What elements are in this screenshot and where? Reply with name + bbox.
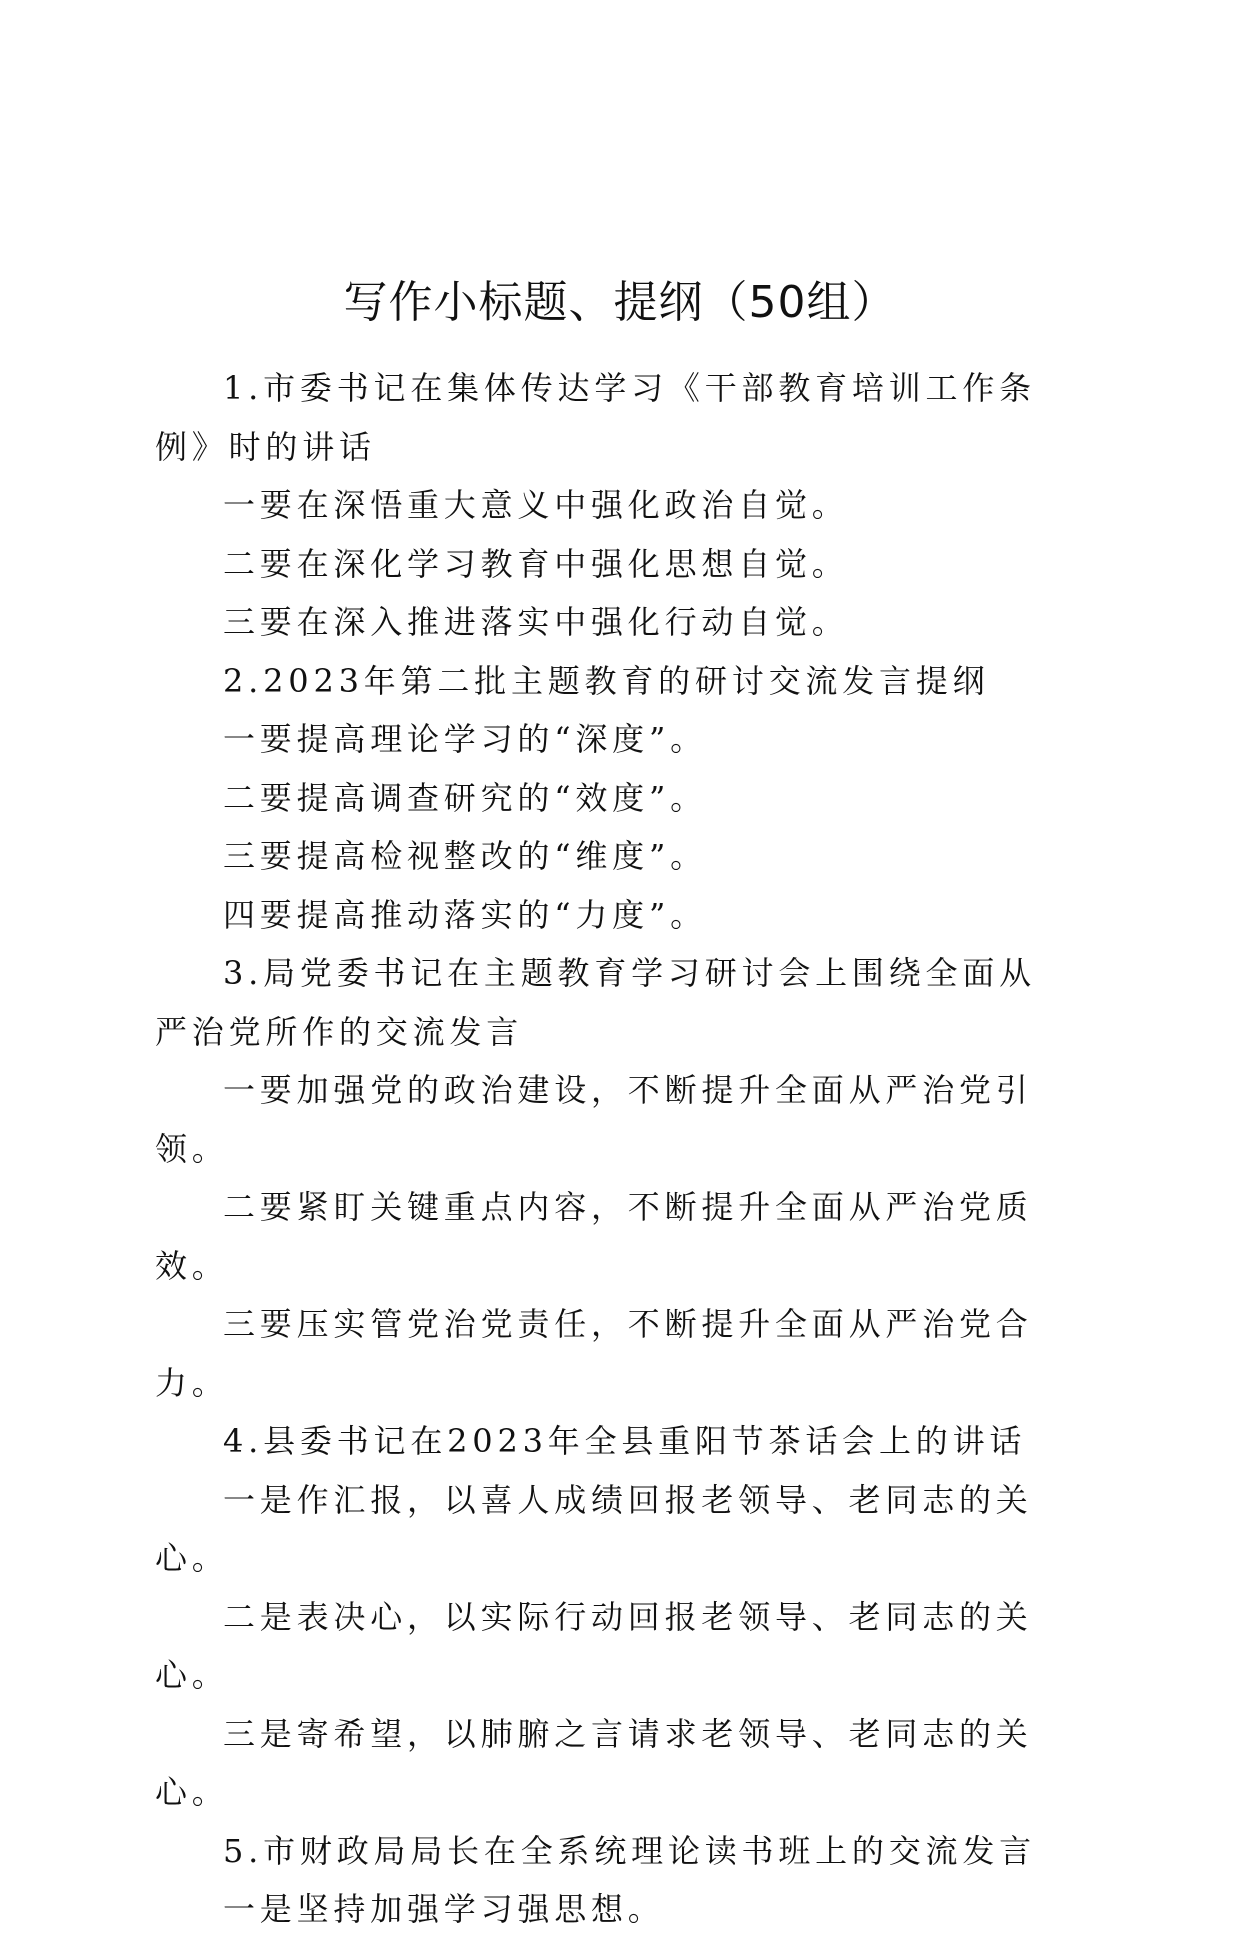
outline-item: 一要加强党的政治建设，不断提升全面从严治党引领。 (155, 1071, 1033, 1168)
outline-item: 三要压实管党治党责任，不断提升全面从严治党合力。 (155, 1305, 1033, 1402)
section-heading: 3.局党委书记在主题教育学习研讨会上围绕全面从严治党所作的交流发言 (155, 954, 1036, 1051)
section-heading: 4.县委书记在2023年全县重阳节茶话会上的讲话 (223, 1422, 1027, 1460)
outline-item: 一要提高理论学习的“深度”。 (223, 720, 707, 758)
outline-item: 一要在深悟重大意义中强化政治自觉。 (223, 486, 849, 524)
section-heading: 2.2023年第二批主题教育的研讨交流发言提纲 (223, 661, 990, 700)
outline-item: 一是坚持加强学习强思想。 (223, 1890, 665, 1928)
outline-item: 二要在深化学习教育中强化思想自觉。 (223, 544, 849, 583)
outline-item: 一是作汇报，以喜人成绩回报老领导、老同志的关心。 (155, 1480, 1033, 1577)
outline-item: 二是表决心，以实际行动回报老领导、老同志的关心。 (155, 1597, 1033, 1694)
section-heading: 5.市财政局局长在全系统理论读书班上的交流发言 (223, 1831, 1036, 1870)
outline-item: 二要紧盯关键重点内容，不断提升全面从严治党质效。 (155, 1188, 1033, 1285)
document-title: 写作小标题、提纲（50组） (343, 277, 897, 328)
document-body (155, 359, 1055, 1939)
outline-item: 三要在深入推进落实中强化行动自觉。 (223, 603, 849, 641)
outline-item: 三要提高检视整改的“维度”。 (223, 837, 707, 875)
outline-item: 三是寄希望，以肺腑之言请求老领导、老同志的关心。 (155, 1714, 1033, 1811)
outline-item: 四要提高推动落实的“力度”。 (223, 895, 707, 934)
outline-item: 二要提高调查研究的“效度”。 (223, 778, 707, 817)
section-heading: 1.市委书记在集体传达学习《干部教育培训工作条例》时的讲话 (155, 369, 1036, 466)
